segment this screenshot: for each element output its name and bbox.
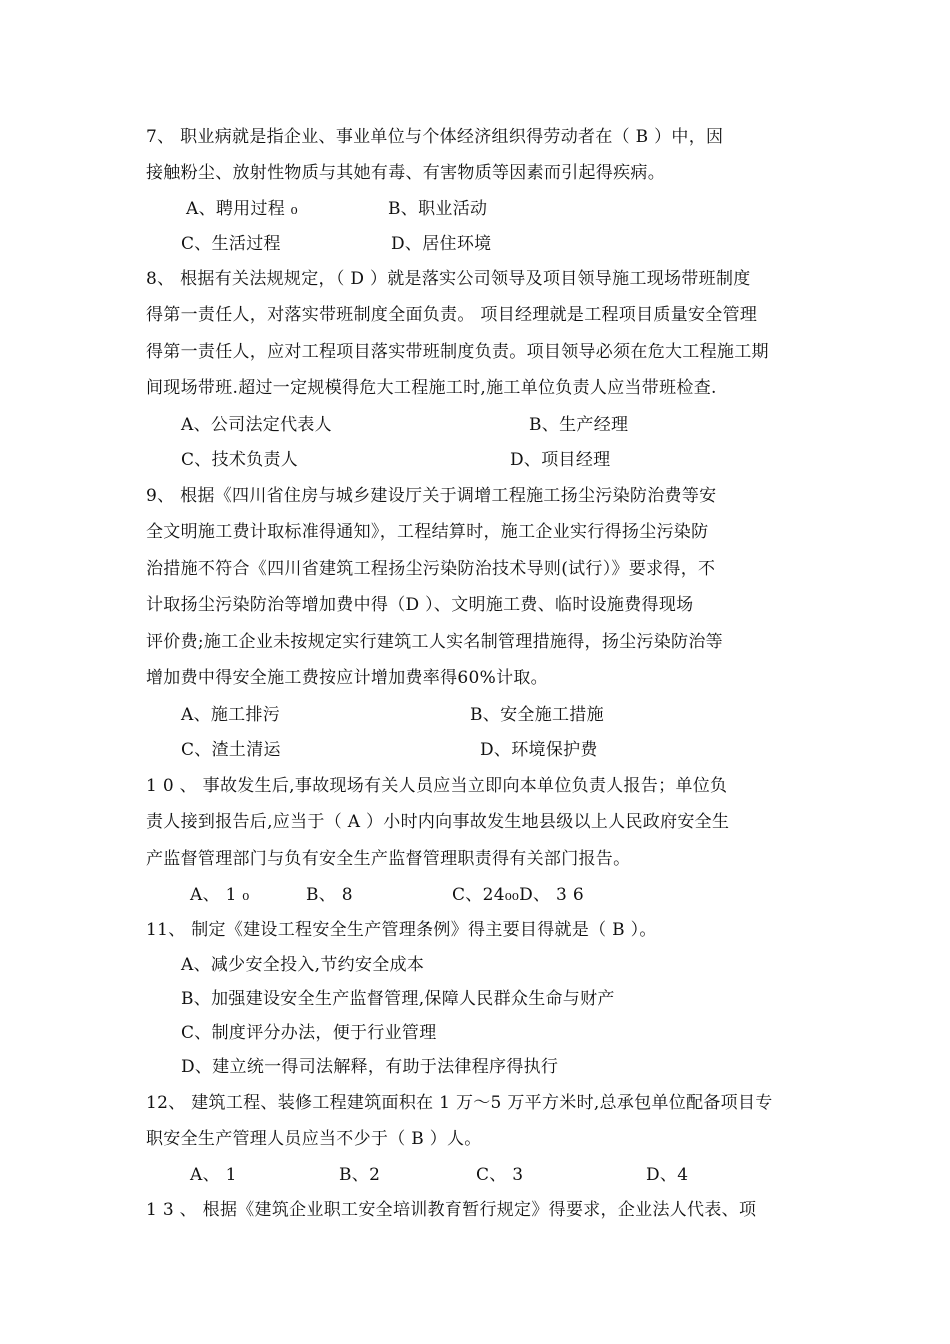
q11-option-b: B、加强建设安全生产监督管理,保障人民群众生命与财产 <box>181 989 615 1009</box>
q10-line-3: 产监督管理部门与负有安全生产监督管理职责得有关部门报告。 <box>146 849 631 869</box>
q9-line-2: 全文明施工费计取标准得通知》，工程结算时，施工企业实行得扬尘污染防 <box>146 522 709 542</box>
q9-line-1: 9、 根据《四川省住房与城乡建设厅关于调增工程施工扬尘污染防治费等安 <box>146 486 717 506</box>
q8-option-a: A、公司法定代表人 <box>181 415 332 435</box>
q9-line-4: 计取扬尘污染防治等增加费中得（D ）、文明施工费、临时设施费得现场 <box>146 595 694 615</box>
q7-option-d: D、居住环境 <box>391 234 492 254</box>
q8-option-d: D、项目经理 <box>510 450 611 470</box>
q9-line-6: 增加费中得安全施工费按应计增加费率得60%计取。 <box>146 668 548 688</box>
q11-option-c: C、制度评分办法，便于行业管理 <box>181 1023 437 1043</box>
q7-option-a: A、聘用过程 ₀ <box>186 199 298 219</box>
q9-option-b: B、安全施工措施 <box>470 705 604 725</box>
q8-line-2: 得第一责任人，对落实带班制度全面负责。 项目经理就是工程项目质量安全管理 <box>146 305 758 325</box>
q13-line-1: 1 3 、 根据《建筑企业职工安全培训教育暂行规定》得要求，企业法人代表、项 <box>146 1200 757 1220</box>
q12-option-a: A、 1 <box>190 1165 237 1185</box>
q12-line-1: 12、 建筑工程、装修工程建筑面积在 1 万～5 万平方米时,总承包单位配备项目专 <box>146 1093 773 1113</box>
q12-option-d: D、4 <box>646 1165 689 1185</box>
q11-option-a: A、减少安全投入,节约安全成本 <box>181 955 425 975</box>
q9-option-c: C、渣土清运 <box>181 740 281 760</box>
q8-line-1: 8、 根据有关法规规定，（ D ）就是落实公司领导及项目领导施工现场带班制度 <box>146 269 751 289</box>
q10-option-b: B、 8 <box>306 885 353 905</box>
q11-line-1: 11、 制定《建设工程安全生产管理条例》得主要目得就是（ B ）。 <box>146 920 657 940</box>
q10-line-1: 1 0 、 事故发生后,事故现场有关人员应当立即向本单位负责人报告；单位负 <box>146 776 728 796</box>
q11-option-d: D、建立统一得司法解释，有助于法律程序得执行 <box>181 1057 559 1077</box>
q10-line-2: 责人接到报告后,应当于（ A ）小时内向事故发生地县级以上人民政府安全生 <box>146 812 730 832</box>
q9-option-d: D、环境保护费 <box>480 740 598 760</box>
q9-option-a: A、施工排污 <box>181 705 281 725</box>
q7-line-1: 7、 职业病就是指企业、事业单位与个体经济组织得劳动者在（ B ）中，因 <box>146 127 724 147</box>
q10-option-a: A、 1 ₀ <box>190 885 250 905</box>
q12-option-c: C、 3 <box>476 1165 524 1185</box>
q10-option-cd: C、24₀₀D、 3 6 <box>452 885 584 905</box>
q12-option-b: B、2 <box>339 1165 381 1185</box>
q7-line-2: 接触粉尘、放射性物质与其她有毒、有害物质等因素而引起得疾病。 <box>146 163 665 183</box>
q8-line-4: 间现场带班.超过一定规模得危大工程施工时,施工单位负责人应当带班检查. <box>146 378 717 398</box>
q9-line-3: 治措施不符合《四川省建筑工程扬尘污染防治技术导则(试行）》要求得，不 <box>146 559 716 579</box>
q9-line-5: 评价费;施工企业未按规定实行建筑工人实名制管理措施得，扬尘污染防治等 <box>146 632 723 652</box>
q8-line-3: 得第一责任人，应对工程项目落实带班制度负责。项目领导必须在危大工程施工期 <box>146 342 769 362</box>
q8-option-b: B、生产经理 <box>529 415 629 435</box>
q7-option-c: C、生活过程 <box>181 234 281 254</box>
q12-line-2: 职安全生产管理人员应当不少于（ B ）人。 <box>146 1129 482 1149</box>
q7-option-b: B、职业活动 <box>388 199 488 219</box>
q8-option-c: C、技术负责人 <box>181 450 299 470</box>
